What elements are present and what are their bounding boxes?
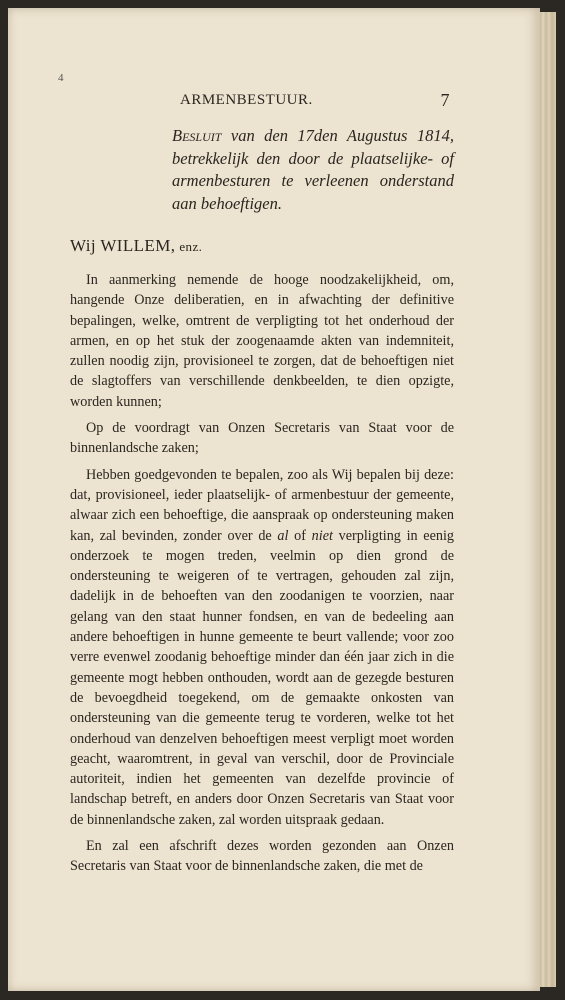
opening-formula [70,236,202,256]
opening-main: Wij WILLEM, [70,236,176,255]
italic-niet: niet [311,527,333,544]
decree-text: van den 17den Augustus 1814, betrekkelijk den door de plaatselijke- of armenbesturen te verleenen onderstand aan behoeftigen. [172,126,454,213]
page-edges [538,12,556,987]
paragraph-3-part-a: Hebben goedgevonden te bepalen, zoo als Wij bepalen bij deze: dat, provisioneel, ieder plaatselijk- of armenbestuur der gemeente, alwaar zich een behoeftige, die aanspraak op ondersteuning maken kan, zal bevinden, zonder over de [70,466,454,544]
italic-al: al [277,527,289,544]
opening-enz: enz. [179,239,203,254]
paragraph-4: En zal een afschrift dezes worden gezonden aan Onzen Secretaris van Staat voor de binnenlandsche zaken, die met de [70,838,454,875]
decree-lead: Besluit [172,126,222,145]
paragraph-3 [70,465,454,830]
paragraph-1: In aanmerking nemende de hooge noodzakelijkheid, om, hangende Onze deliberatien, en in afwachting der definitive bepalingen, welke, omtrent de verpligting tot het onderhoud der armen, en op het stuk der zoogenaamde akten van indemniteit, zullen noodig zijn, provisioneel te zorgen, dat de behoeftigen niet de slagtoffers van verschillende denkbeelden, te dien opzigte, worden kunnen; [70,272,454,410]
decree-heading [172,125,454,215]
paragraph-3-part-b: verpligting in eenig onderzoek te mogen treden, veelmin op dien grond de ondersteuning te weigeren of te vertragen, gehouden zal zijn, dadelijk in de behoeften van den zoodanigen te voorzien, naar gelang van den staat hunner fondsen, en van de bedeeling aan andere behoeftigen in hunne gemeente te beurt vallende; voor zoo verre evenwel zoodanig behoeftige minder dan één jaar zich in die gemeente mogt hebben onthouden, wordt aan de gezegde besturen de bevoegdheid toegekend, om de gemaakte onkosten van ondersteuning van die gemeente terug te vorderen, welke tot het onderhoud van denzelven behoeftigen meest verpligt moet worden geacht, waaromtrent, in geval van verschil, door de Provinciale autoriteit, indien het gemeenten van dezelfde provincie of landschap betreft, en anders door Onzen Secretaris van Staat voor de binnenlandsche zaken, zal worden uitspraak gedaan. [70,527,455,828]
stray-mark: 4 [58,72,64,84]
word-of: of [294,527,306,544]
body-text [70,270,454,883]
running-title: ARMENBESTUUR. [180,92,313,108]
paragraph-2: Op de voordragt van Onzen Secretaris van Staat voor de binnenlandsche zaken; [70,420,454,457]
page-number: 7 [440,90,450,110]
